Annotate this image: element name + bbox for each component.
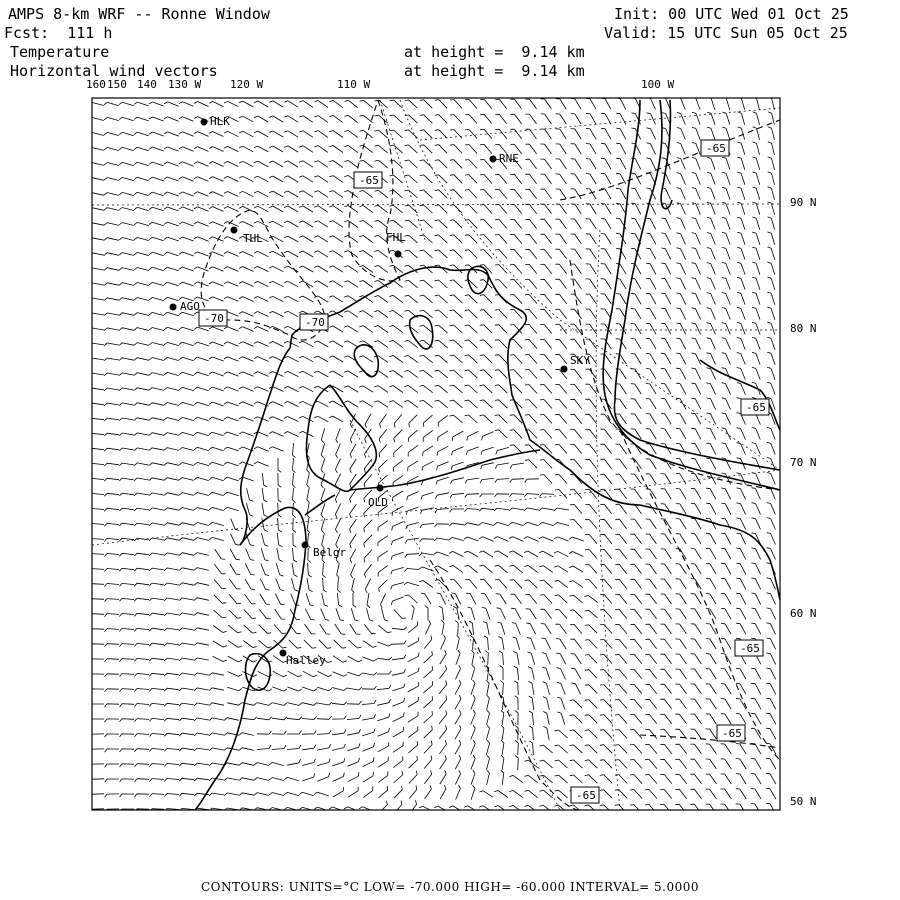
field-wind: Horizontal wind vectors <box>10 62 218 80</box>
lat-label-60n: 60 N <box>790 607 817 620</box>
station-dot-belgr <box>302 542 309 549</box>
contour-label: -65 <box>359 174 379 187</box>
contour-label: -70 <box>305 316 325 329</box>
station-label-hlk: HLK <box>210 115 230 128</box>
coastline <box>195 100 780 810</box>
contour-minus65-south <box>640 735 780 748</box>
lon-label-130w: 130 W <box>168 78 202 91</box>
contour-label: -65 <box>746 401 766 414</box>
contours-legend: CONTOURS: UNITS=°C LOW= -70.000 HIGH= -60.000 INTERVAL= 5.0000 <box>200 880 700 894</box>
map-frame <box>92 98 780 810</box>
station-dot-thl <box>231 227 238 234</box>
station-label-old: OLD <box>368 496 388 509</box>
contour-minus65-lower <box>430 560 580 810</box>
station-dot-rne <box>490 156 497 163</box>
meridian-east <box>596 230 620 810</box>
contour-label: -65 <box>706 142 726 155</box>
contour-label: -65 <box>722 727 742 740</box>
station-label-fhl: FHL <box>386 231 406 244</box>
contour-minus65-north <box>349 100 400 281</box>
lon-label-150: 150 <box>107 78 127 91</box>
coast-ronne-front <box>290 267 780 600</box>
lon-label-140: 140 <box>137 78 157 91</box>
lat-label-80n: 80 N <box>790 322 817 335</box>
lat-label-50n: 50 N <box>790 795 817 808</box>
graticule <box>92 100 780 810</box>
contour-label: -65 <box>740 642 760 655</box>
station-dot-fhl <box>395 251 402 258</box>
station-label-halley: Halley <box>286 654 326 667</box>
map-title: AMPS 8-km WRF -- Ronne Window <box>8 5 270 23</box>
island-halley <box>246 654 271 691</box>
contour-minus65-east <box>570 260 780 490</box>
forecast-hour: Fcst: 111 h <box>4 24 113 42</box>
station-label-sky: SKY <box>570 354 590 367</box>
lon-label-100w: 100 W <box>641 78 675 91</box>
height-wind: at height = 9.14 km <box>404 62 585 80</box>
meridian-lower <box>350 420 560 810</box>
lon-label-110w: 110 W <box>337 78 371 91</box>
station-label-rne: RNE <box>499 152 519 165</box>
station-dot-hlk <box>201 119 208 126</box>
station-label-ago: AGO <box>180 300 200 313</box>
lat-label-70n: 70 N <box>790 456 817 469</box>
station-dot-old <box>377 485 384 492</box>
contour-label: -70 <box>204 312 224 325</box>
height-temperature: at height = 9.14 km <box>404 43 585 61</box>
lat-label-90n: 90 N <box>790 196 817 209</box>
berkner-island <box>306 385 376 491</box>
station-dot-ago <box>170 304 177 311</box>
coast-peninsula-outer <box>603 100 780 490</box>
field-temperature: Temperature <box>10 43 110 61</box>
coast-inlet <box>305 495 335 515</box>
contour-label: -65 <box>576 789 596 802</box>
init-time: Init: 00 UTC Wed 01 Oct 25 <box>614 5 849 23</box>
latitude-line-90 <box>92 204 780 205</box>
meridian-110w <box>380 100 425 240</box>
lon-label-160: 160 <box>86 78 106 91</box>
station-label-thl: THL <box>243 232 263 245</box>
coast-islands-east <box>700 360 780 430</box>
lon-label-120w: 120 W <box>230 78 264 91</box>
valid-time: Valid: 15 UTC Sun 05 Oct 25 <box>604 24 848 42</box>
station-dot-sky <box>561 366 568 373</box>
station-label-belgr: Belgr <box>313 546 347 559</box>
